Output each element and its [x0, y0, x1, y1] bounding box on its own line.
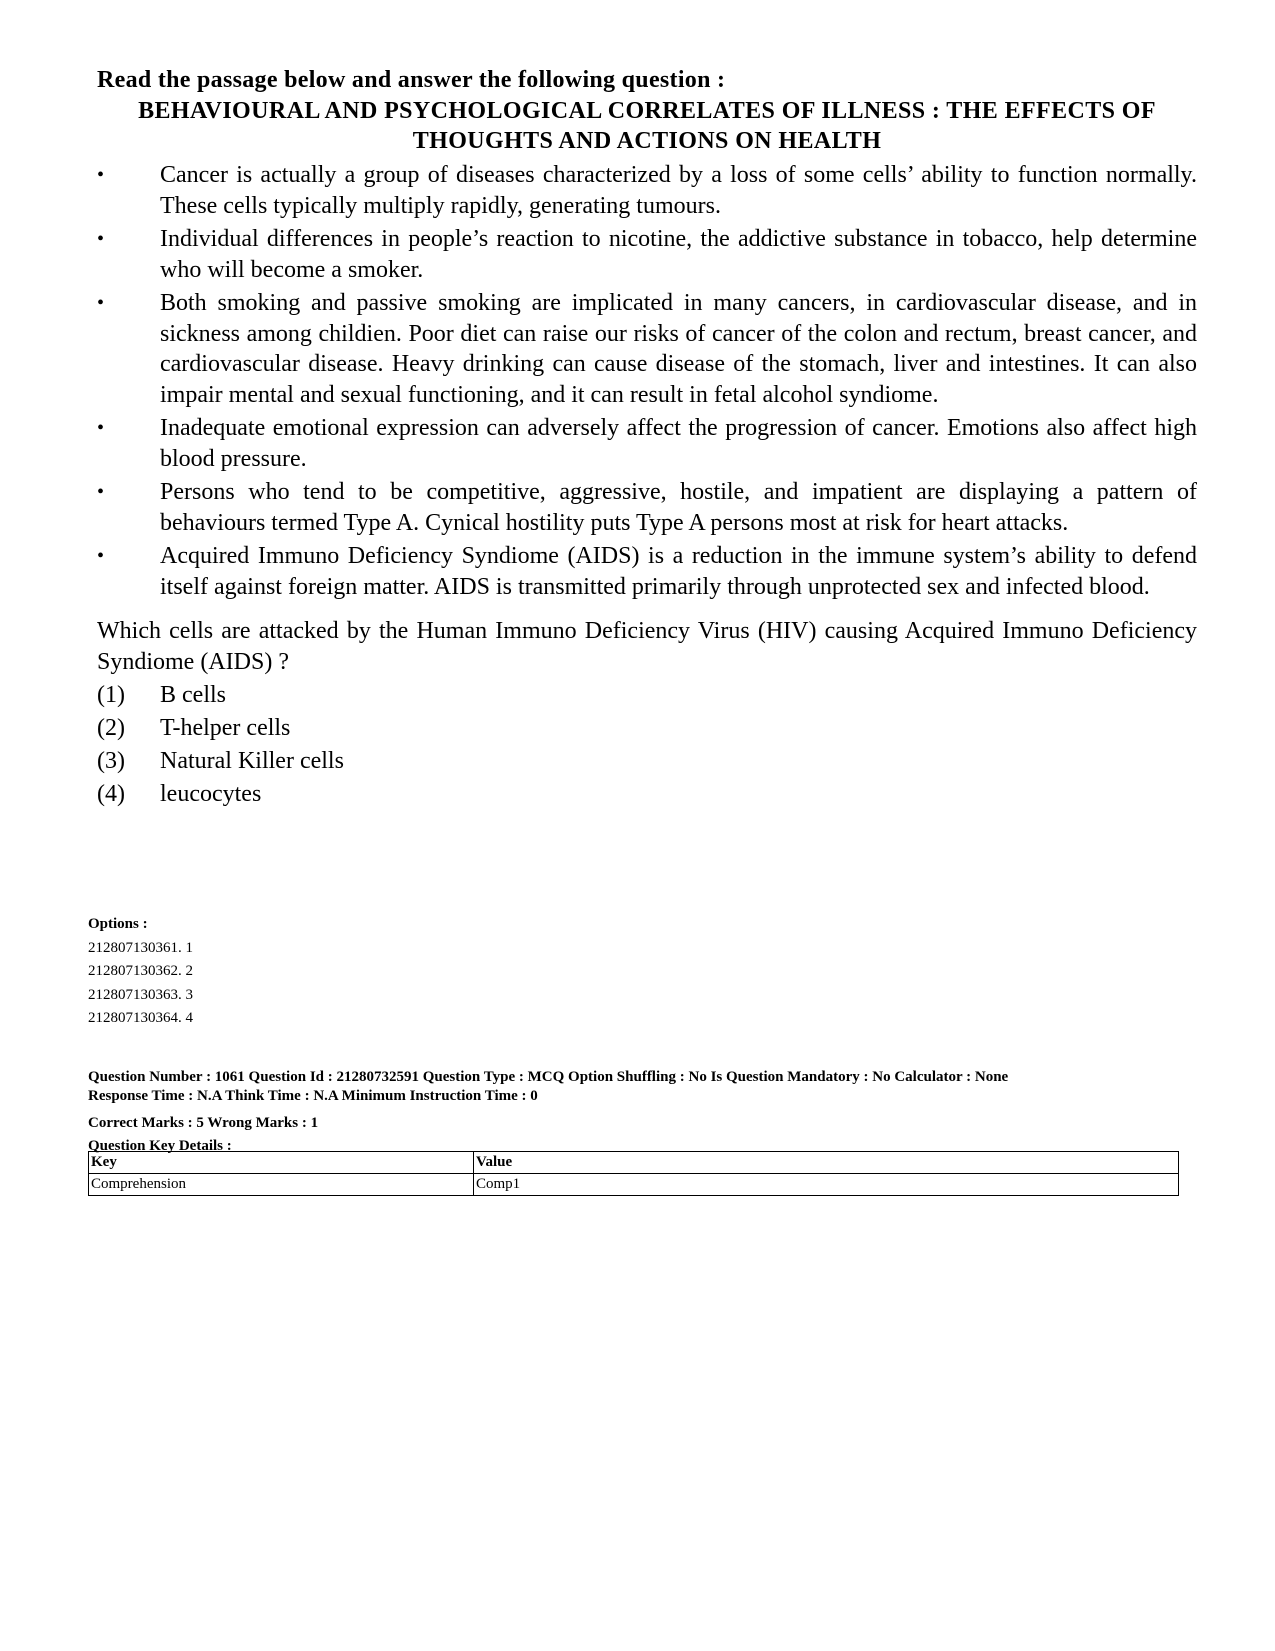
- answer-choice-3: [97, 745, 1197, 778]
- passage-heading: [97, 96, 1197, 156]
- choice-number: (3): [97, 748, 125, 774]
- key-details-table: [88, 1151, 1179, 1196]
- choice-number: (1): [97, 682, 125, 708]
- bullet-text: Individual differences in people’s reaction to nicotine, the addictive substance in tobacco, help determine who will become a smoker.: [160, 226, 1197, 283]
- option-id-3: 212807130363. 3: [88, 986, 193, 1003]
- bullet-icon: •: [97, 545, 105, 567]
- choice-number: (2): [97, 715, 125, 741]
- bullet-text: Persons who tend to be competitive, aggressive, hostile, and impatient are displaying a pattern of behaviours termed Type A. Cynical hostility puts Type A persons most at risk for heart attacks.: [160, 479, 1197, 536]
- choice-text: leucocytes: [160, 781, 262, 807]
- passage-intro: Read the passage below and answer the following question :: [97, 67, 726, 93]
- option-id-2: 212807130362. 2: [88, 963, 193, 979]
- answer-choice-2: [97, 712, 1197, 745]
- bullet-icon: •: [97, 164, 105, 186]
- table-cell-value: Comp1: [474, 1174, 1179, 1196]
- bullet-text: Acquired Immuno Deficiency Syndiome (AIDS) is a reduction in the immune system’s ability to defend itself against foreign matter. AIDS is transmitted primarily through unprotected sex and infected blood.: [160, 543, 1197, 600]
- passage-section: [97, 64, 1197, 811]
- passage-heading-line-2: THOUGHTS AND ACTIONS ON HEALTH: [412, 128, 882, 154]
- question-meta-line-2: Response Time : N.A Think Time : N.A Minimum Instruction Time : 0: [88, 1088, 538, 1104]
- list-item: [97, 413, 1197, 474]
- choice-text: T-helper cells: [160, 715, 291, 741]
- bullet-icon: •: [97, 292, 105, 314]
- table-cell-key: Comprehension: [89, 1174, 474, 1196]
- table-header-row: [89, 1152, 1179, 1174]
- bullet-icon: •: [97, 228, 105, 250]
- question-meta-line-1: Question Number : 1061 Question Id : 21280732591 Question Type : MCQ Option Shuffling : No Is Question Mandatory : No Calculator : None: [88, 1069, 1009, 1085]
- bullet-text: Cancer is actually a group of diseases characterized by a loss of some cells’ ability to function normally. These cells typically multiply rapidly, generating tumours.: [160, 162, 1197, 219]
- answer-choice-4: [97, 778, 1197, 811]
- passage-bullet-list: [97, 160, 1197, 602]
- key-details-label: Question Key Details :: [88, 1138, 232, 1154]
- answer-choice-1: [97, 679, 1197, 712]
- table-row: [89, 1174, 1179, 1196]
- list-item: [97, 288, 1197, 410]
- table-header-key: Key: [89, 1152, 474, 1174]
- list-item: [97, 224, 1197, 285]
- question-info-block: [88, 1068, 1198, 1158]
- option-id-4: 212807130364. 4: [88, 1010, 193, 1026]
- option-id-1: 212807130361. 1: [88, 939, 193, 956]
- answer-choices: [97, 679, 1197, 811]
- list-item: [97, 477, 1197, 538]
- list-item: [97, 541, 1197, 602]
- bullet-icon: •: [97, 481, 105, 503]
- marks-line: Correct Marks : 5 Wrong Marks : 1: [88, 1115, 319, 1131]
- table-header-value: Value: [474, 1152, 1179, 1174]
- bullet-text: Both smoking and passive smoking are implicated in many cancers, in cardiovascular disease, and in sickness among childien. Poor diet can raise our risks of cancer of the colon and rectum, breast cancer, and cardiovascular disease. Heavy drinking can cause disease of the stomach, liver and intestines. It can also impair mental and sexual functioning, and it can result in fetal alcohol syndiome.: [160, 290, 1197, 408]
- choice-text: B cells: [160, 682, 226, 708]
- question-text: Which cells are attacked by the Human Immuno Deficiency Virus (HIV) causing Acquired Immuno Deficiency Syndiome (AIDS) ?: [97, 618, 1197, 675]
- bullet-icon: •: [97, 417, 105, 439]
- list-item: [97, 160, 1197, 221]
- choice-number: (4): [97, 781, 125, 807]
- options-block: [88, 913, 1198, 1031]
- choice-text: Natural Killer cells: [160, 748, 344, 774]
- options-label: Options :: [88, 916, 148, 932]
- passage-heading-line-1: BEHAVIOURAL AND PSYCHOLOGICAL CORRELATES OF ILLNESS : THE EFFECTS OF: [138, 98, 1156, 124]
- bullet-text: Inadequate emotional expression can adversely affect the progression of cancer. Emotions also affect high blood pressure.: [160, 415, 1197, 472]
